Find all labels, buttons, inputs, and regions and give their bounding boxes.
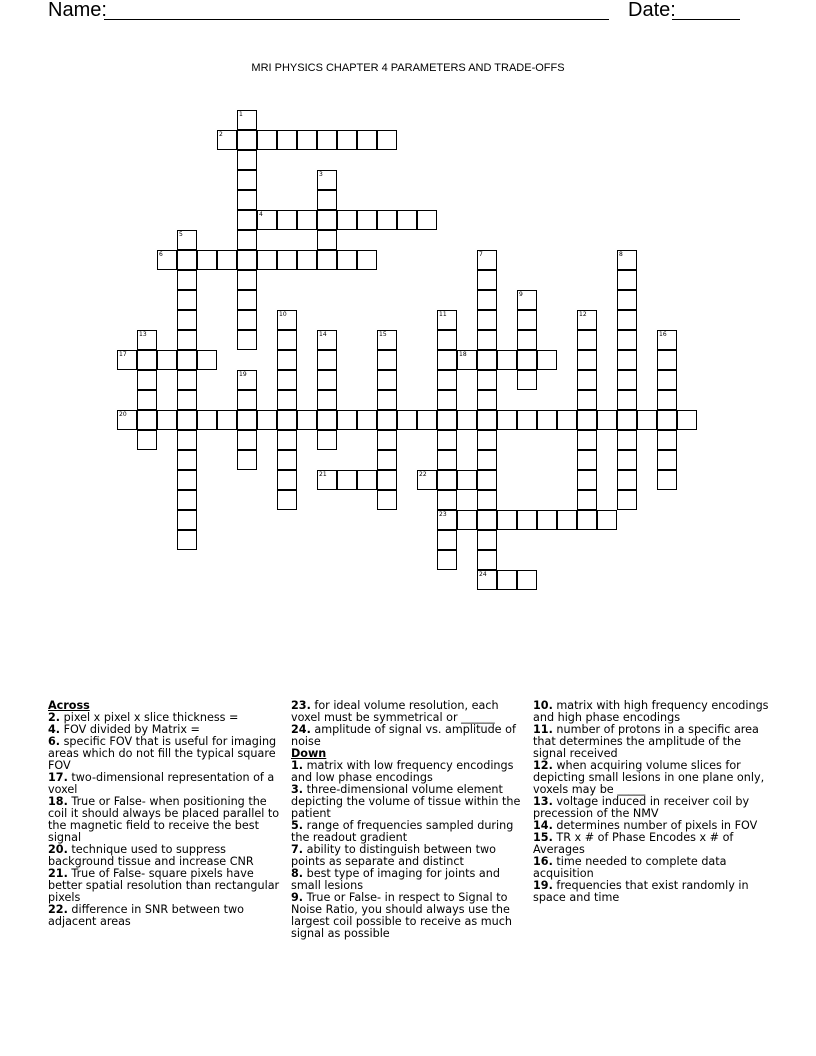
grid-cell[interactable] (317, 230, 337, 250)
clue-item (291, 700, 529, 724)
grid-cell[interactable] (157, 350, 177, 370)
grid-cell[interactable] (477, 350, 497, 370)
grid-cell[interactable] (437, 450, 457, 470)
clue-item (533, 832, 771, 856)
grid-cell[interactable] (277, 430, 297, 450)
grid-cell[interactable] (477, 550, 497, 570)
grid-cell[interactable] (277, 210, 297, 230)
grid-cell[interactable] (397, 210, 417, 230)
grid-cell[interactable] (457, 410, 477, 430)
clue-number: 13 (139, 331, 147, 338)
grid-cell[interactable] (477, 330, 497, 350)
clue-number: 7 (479, 251, 483, 258)
grid-cell[interactable] (517, 370, 537, 390)
grid-cell[interactable] (237, 230, 257, 250)
across-clues-part-1 (48, 712, 286, 928)
grid-cell[interactable] (357, 470, 377, 490)
clue-item-text: amplitude of signal vs. amplitude of noise (291, 723, 516, 748)
clue-number: 16 (659, 331, 667, 338)
grid-cell[interactable] (257, 130, 277, 150)
grid-cell[interactable] (217, 250, 237, 270)
grid-cell[interactable] (597, 510, 617, 530)
grid-cell[interactable] (237, 210, 257, 230)
grid-cell[interactable] (337, 470, 357, 490)
grid-cell[interactable] (137, 410, 157, 430)
grid-cell[interactable] (437, 430, 457, 450)
grid-cell[interactable] (437, 490, 457, 510)
clue-number: 15 (379, 331, 387, 338)
clue-item-text: time needed to complete data acquisition (533, 855, 727, 880)
grid-cell[interactable] (477, 450, 497, 470)
clue-item-text: difference in SNR between two adjacent areas (48, 903, 244, 928)
grid-cell[interactable] (577, 350, 597, 370)
clue-item-text: ability to distinguish between two points as separate and distinct (291, 843, 496, 868)
grid-cell[interactable] (537, 350, 557, 370)
grid-cell[interactable] (437, 390, 457, 410)
clue-number: 9 (519, 291, 523, 298)
clue-item (48, 736, 286, 772)
grid-cell[interactable] (457, 510, 477, 530)
grid-cell[interactable] (497, 410, 517, 430)
grid-cell[interactable] (437, 470, 457, 490)
grid-cell[interactable] (557, 510, 577, 530)
clue-number: 23 (439, 511, 447, 518)
clue-item-number: 22. (48, 903, 68, 916)
down-heading: Down (291, 747, 327, 760)
grid-cell[interactable] (237, 150, 257, 170)
clue-item-number: 15. (533, 831, 553, 844)
clue-item-number: 24. (291, 723, 311, 736)
grid-cell[interactable] (617, 310, 637, 330)
clue-item (291, 868, 529, 892)
clue-item-text: best type of imaging for joints and small lesions (291, 867, 500, 892)
grid-cell[interactable] (617, 350, 637, 370)
grid-cell[interactable] (237, 450, 257, 470)
grid-cell[interactable] (357, 410, 377, 430)
grid-cell[interactable] (357, 130, 377, 150)
grid-cell[interactable] (597, 410, 617, 430)
grid-cell[interactable] (477, 430, 497, 450)
grid-cell[interactable] (617, 450, 637, 470)
clue-item-text: technique used to suppress background tissue and increase CNR (48, 843, 254, 868)
clue-number: 1 (239, 111, 243, 118)
clue-item (291, 892, 529, 940)
grid-cell[interactable] (477, 270, 497, 290)
grid-cell[interactable] (437, 550, 457, 570)
clue-item-text: FOV divided by Matrix = (60, 723, 200, 736)
grid-cell[interactable] (137, 370, 157, 390)
grid-cell[interactable] (317, 190, 337, 210)
clue-item-number: 6. (48, 735, 61, 748)
grid-cell[interactable] (177, 350, 197, 370)
clue-item-number: 12. (533, 759, 553, 772)
grid-cell[interactable] (617, 390, 637, 410)
grid-cell[interactable] (577, 430, 597, 450)
clue-item-text: determines number of pixels in FOV (552, 819, 758, 832)
grid-cell[interactable] (217, 410, 237, 430)
clue-item-text: pixel x pixel x slice thickness = (60, 711, 239, 724)
grid-cell[interactable] (497, 570, 517, 590)
clue-item-text: two-dimensional representation of a voxel (48, 771, 275, 796)
grid-cell[interactable] (557, 410, 577, 430)
grid-cell[interactable] (177, 270, 197, 290)
clue-item (533, 724, 771, 760)
grid-cell[interactable] (637, 410, 657, 430)
clue-number: 21 (319, 471, 327, 478)
grid-cell[interactable] (517, 310, 537, 330)
grid-cell[interactable] (137, 350, 157, 370)
clue-item (291, 844, 529, 868)
clue-number: 20 (119, 411, 127, 418)
grid-cell[interactable] (297, 210, 317, 230)
grid-cell[interactable] (617, 270, 637, 290)
clue-number: 18 (459, 351, 467, 358)
grid-cell[interactable] (177, 370, 197, 390)
grid-cell[interactable] (477, 310, 497, 330)
grid-cell[interactable] (497, 510, 517, 530)
grid-cell[interactable] (277, 490, 297, 510)
grid-cell[interactable] (377, 410, 397, 430)
clue-item-number: 9. (291, 891, 304, 904)
grid-cell[interactable] (377, 390, 397, 410)
grid-cell[interactable] (617, 330, 637, 350)
clue-item-number: 14. (533, 819, 553, 832)
grid-cell[interactable] (457, 470, 477, 490)
grid-cell[interactable] (177, 430, 197, 450)
grid-cell[interactable] (477, 510, 497, 530)
grid-cell[interactable] (197, 350, 217, 370)
clue-item-number: 1. (291, 759, 304, 772)
clue-item-text: TR x # of Phase Encodes x # of Averages (533, 831, 734, 856)
clue-item-number: 7. (291, 843, 304, 856)
clue-item-number: 10. (533, 699, 553, 712)
clue-number: 6 (159, 251, 163, 258)
clues-column-2 (291, 700, 529, 940)
grid-cell[interactable] (237, 270, 257, 290)
grid-cell[interactable] (577, 450, 597, 470)
clue-item-text: True or False- in respect to Signal to Noise Ratio, you should always use the largest coil possible to receive as much signal as possible (291, 891, 512, 940)
grid-cell[interactable] (377, 210, 397, 230)
grid-cell[interactable] (577, 410, 597, 430)
grid-cell[interactable] (537, 510, 557, 530)
grid-cell[interactable] (617, 490, 637, 510)
grid-cell[interactable] (177, 510, 197, 530)
grid-cell[interactable] (377, 450, 397, 470)
grid-cell[interactable] (237, 170, 257, 190)
grid-cell[interactable] (657, 370, 677, 390)
grid-cell[interactable] (517, 510, 537, 530)
clue-item-text: frequencies that exist randomly in space and time (533, 879, 749, 904)
grid-cell[interactable] (257, 410, 277, 430)
clue-item-text: specific FOV that is useful for imaging areas which do not fill the typical square FOV (48, 735, 277, 772)
clue-item-text: True of False- square pixels have better spatial resolution than rectangular pixels (48, 867, 280, 904)
across-clues-part-2 (291, 700, 529, 748)
grid-cell[interactable] (297, 130, 317, 150)
puzzle-title: MRI PHYSICS CHAPTER 4 PARAMETERS AND TRADE-OFFS (251, 62, 565, 74)
grid-cell[interactable] (617, 370, 637, 390)
date-label: Date: (628, 0, 676, 21)
grid-cell[interactable] (317, 130, 337, 150)
clue-item (48, 796, 286, 844)
clue-item-number: 3. (291, 783, 304, 796)
clue-item-text: number of protons in a specific area that determines the amplitude of the signal received (533, 723, 759, 760)
clue-item (291, 760, 529, 784)
grid-cell[interactable] (157, 410, 177, 430)
grid-cell[interactable] (377, 130, 397, 150)
grid-cell[interactable] (197, 250, 217, 270)
grid-cell[interactable] (477, 390, 497, 410)
grid-cell[interactable] (237, 410, 257, 430)
grid-cell[interactable] (257, 250, 277, 270)
grid-cell[interactable] (677, 410, 697, 430)
clue-item-number: 5. (291, 819, 304, 832)
clue-number: 22 (419, 471, 427, 478)
grid-cell[interactable] (297, 410, 317, 430)
clue-item-text: range of frequencies sampled during the readout gradient (291, 819, 514, 844)
name-label: Name: (48, 0, 107, 21)
grid-cell[interactable] (277, 250, 297, 270)
grid-cell[interactable] (497, 350, 517, 370)
clues-column-3 (533, 700, 771, 904)
grid-cell[interactable] (477, 290, 497, 310)
clue-item-text: matrix with low frequency encodings and low phase encodings (291, 759, 514, 784)
grid-cell[interactable] (317, 390, 337, 410)
clue-item (533, 760, 771, 796)
grid-cell[interactable] (137, 390, 157, 410)
clue-number: 2 (219, 131, 223, 138)
clue-item (291, 820, 529, 844)
grid-cell[interactable] (477, 410, 497, 430)
grid-cell[interactable] (277, 450, 297, 470)
clue-item-text: voltage induced in receiver coil by precession of the NMV (533, 795, 750, 820)
grid-cell[interactable] (237, 130, 257, 150)
grid-cell[interactable] (417, 210, 437, 230)
clue-item-number: 21. (48, 867, 68, 880)
clue-item (533, 796, 771, 820)
clue-number: 12 (579, 311, 587, 318)
grid-cell[interactable] (277, 330, 297, 350)
grid-cell[interactable] (397, 410, 417, 430)
grid-cell[interactable] (297, 250, 317, 270)
grid-cell[interactable] (237, 250, 257, 270)
grid-cell[interactable] (437, 330, 457, 350)
grid-cell[interactable] (137, 430, 157, 450)
clue-item-number: 8. (291, 867, 304, 880)
grid-cell[interactable] (617, 430, 637, 450)
grid-cell[interactable] (477, 470, 497, 490)
clues-column-1 (48, 700, 286, 928)
grid-cell[interactable] (657, 430, 677, 450)
clue-item (533, 700, 771, 724)
clue-number: 8 (619, 251, 623, 258)
grid-cell[interactable] (357, 210, 377, 230)
clue-number: 3 (319, 171, 323, 178)
grid-cell[interactable] (657, 350, 677, 370)
grid-cell[interactable] (377, 430, 397, 450)
grid-cell[interactable] (517, 330, 537, 350)
clue-item-text: True or False- when positioning the coil it should always be placed parallel to the magnetic field to receive the best signal (48, 795, 280, 844)
clue-item (48, 844, 286, 868)
clue-item (533, 880, 771, 904)
grid-cell[interactable] (197, 410, 217, 430)
clue-number: 14 (319, 331, 327, 338)
grid-cell[interactable] (317, 430, 337, 450)
down-clues-part-2 (533, 700, 771, 904)
clue-item-number: 4. (48, 723, 61, 736)
down-clues-part-1 (291, 760, 529, 940)
grid-cell[interactable] (517, 410, 537, 430)
grid-cell[interactable] (177, 310, 197, 330)
grid-cell[interactable] (237, 430, 257, 450)
grid-cell[interactable] (317, 370, 337, 390)
grid-cell[interactable] (517, 350, 537, 370)
grid-cell[interactable] (517, 570, 537, 590)
grid-cell[interactable] (577, 370, 597, 390)
clue-item (291, 784, 529, 820)
grid-cell[interactable] (317, 410, 337, 430)
clue-item-number: 23. (291, 699, 311, 712)
grid-cell[interactable] (317, 210, 337, 230)
grid-cell[interactable] (177, 290, 197, 310)
clue-item (48, 868, 286, 904)
clue-item (48, 772, 286, 796)
grid-cell[interactable] (177, 450, 197, 470)
grid-cell[interactable] (657, 450, 677, 470)
grid-cell[interactable] (317, 250, 337, 270)
grid-cell[interactable] (277, 370, 297, 390)
grid-cell[interactable] (177, 530, 197, 550)
grid-cell[interactable] (577, 490, 597, 510)
grid-cell[interactable] (657, 390, 677, 410)
grid-cell[interactable] (657, 470, 677, 490)
clue-number: 5 (179, 231, 183, 238)
clue-item (48, 904, 286, 928)
grid-cell[interactable] (437, 530, 457, 550)
grid-cell[interactable] (177, 330, 197, 350)
clue-item-number: 18. (48, 795, 68, 808)
clue-number: 17 (119, 351, 127, 358)
grid-cell[interactable] (237, 310, 257, 330)
grid-cell[interactable] (377, 490, 397, 510)
grid-cell[interactable] (337, 410, 357, 430)
clue-item (291, 724, 529, 748)
clue-item-text: for ideal volume resolution, each voxel must be symmetrical or ______ (291, 699, 499, 724)
grid-cell[interactable] (617, 290, 637, 310)
grid-cell[interactable] (577, 390, 597, 410)
grid-cell[interactable] (317, 350, 337, 370)
grid-cell[interactable] (177, 390, 197, 410)
clue-item-number: 20. (48, 843, 68, 856)
grid-cell[interactable] (477, 370, 497, 390)
grid-cell[interactable] (437, 410, 457, 430)
grid-cell[interactable] (617, 410, 637, 430)
grid-cell[interactable] (237, 390, 257, 410)
grid-cell[interactable] (357, 250, 377, 270)
grid-cell[interactable] (277, 130, 297, 150)
grid-cell[interactable] (477, 490, 497, 510)
clue-item (533, 856, 771, 880)
grid-cell[interactable] (277, 410, 297, 430)
grid-cell[interactable] (237, 330, 257, 350)
grid-cell[interactable] (177, 410, 197, 430)
grid-cell[interactable] (537, 410, 557, 430)
clue-item-number: 17. (48, 771, 68, 784)
clue-item-text: three-dimensional volume element depicting the volume of tissue within the patient (291, 783, 521, 820)
grid-cell[interactable] (237, 190, 257, 210)
grid-cell[interactable] (337, 250, 357, 270)
grid-cell[interactable] (177, 250, 197, 270)
grid-cell[interactable] (277, 470, 297, 490)
grid-cell[interactable] (377, 470, 397, 490)
clue-number: 11 (439, 311, 447, 318)
grid-cell[interactable] (437, 350, 457, 370)
grid-cell[interactable] (337, 130, 357, 150)
grid-cell[interactable] (177, 470, 197, 490)
clue-item-number: 2. (48, 711, 61, 724)
grid-cell[interactable] (577, 510, 597, 530)
grid-cell[interactable] (657, 410, 677, 430)
grid-cell[interactable] (377, 350, 397, 370)
clue-item-number: 19. (533, 879, 553, 892)
grid-cell[interactable] (277, 350, 297, 370)
grid-cell[interactable] (377, 370, 397, 390)
grid-cell[interactable] (237, 290, 257, 310)
grid-cell[interactable] (337, 210, 357, 230)
grid-cell[interactable] (417, 410, 437, 430)
grid-cell[interactable] (577, 330, 597, 350)
grid-cell[interactable] (437, 370, 457, 390)
grid-cell[interactable] (277, 390, 297, 410)
clue-item-number: 11. (533, 723, 553, 736)
grid-cell[interactable] (577, 470, 597, 490)
clue-number: 10 (279, 311, 287, 318)
clue-item-text: matrix with high frequency encodings and high phase encodings (533, 699, 769, 724)
across-heading: Across (48, 699, 90, 712)
clue-number: 24 (479, 571, 487, 578)
clue-number: 19 (239, 371, 247, 378)
grid-cell[interactable] (617, 470, 637, 490)
clue-number: 4 (259, 211, 263, 218)
clue-item-number: 13. (533, 795, 553, 808)
clue-item-text: when acquiring volume slices for depicting small lesions in one plane only, voxels may be _____ (533, 759, 765, 796)
grid-cell[interactable] (177, 490, 197, 510)
grid-cell[interactable] (477, 530, 497, 550)
clue-item-number: 16. (533, 855, 553, 868)
